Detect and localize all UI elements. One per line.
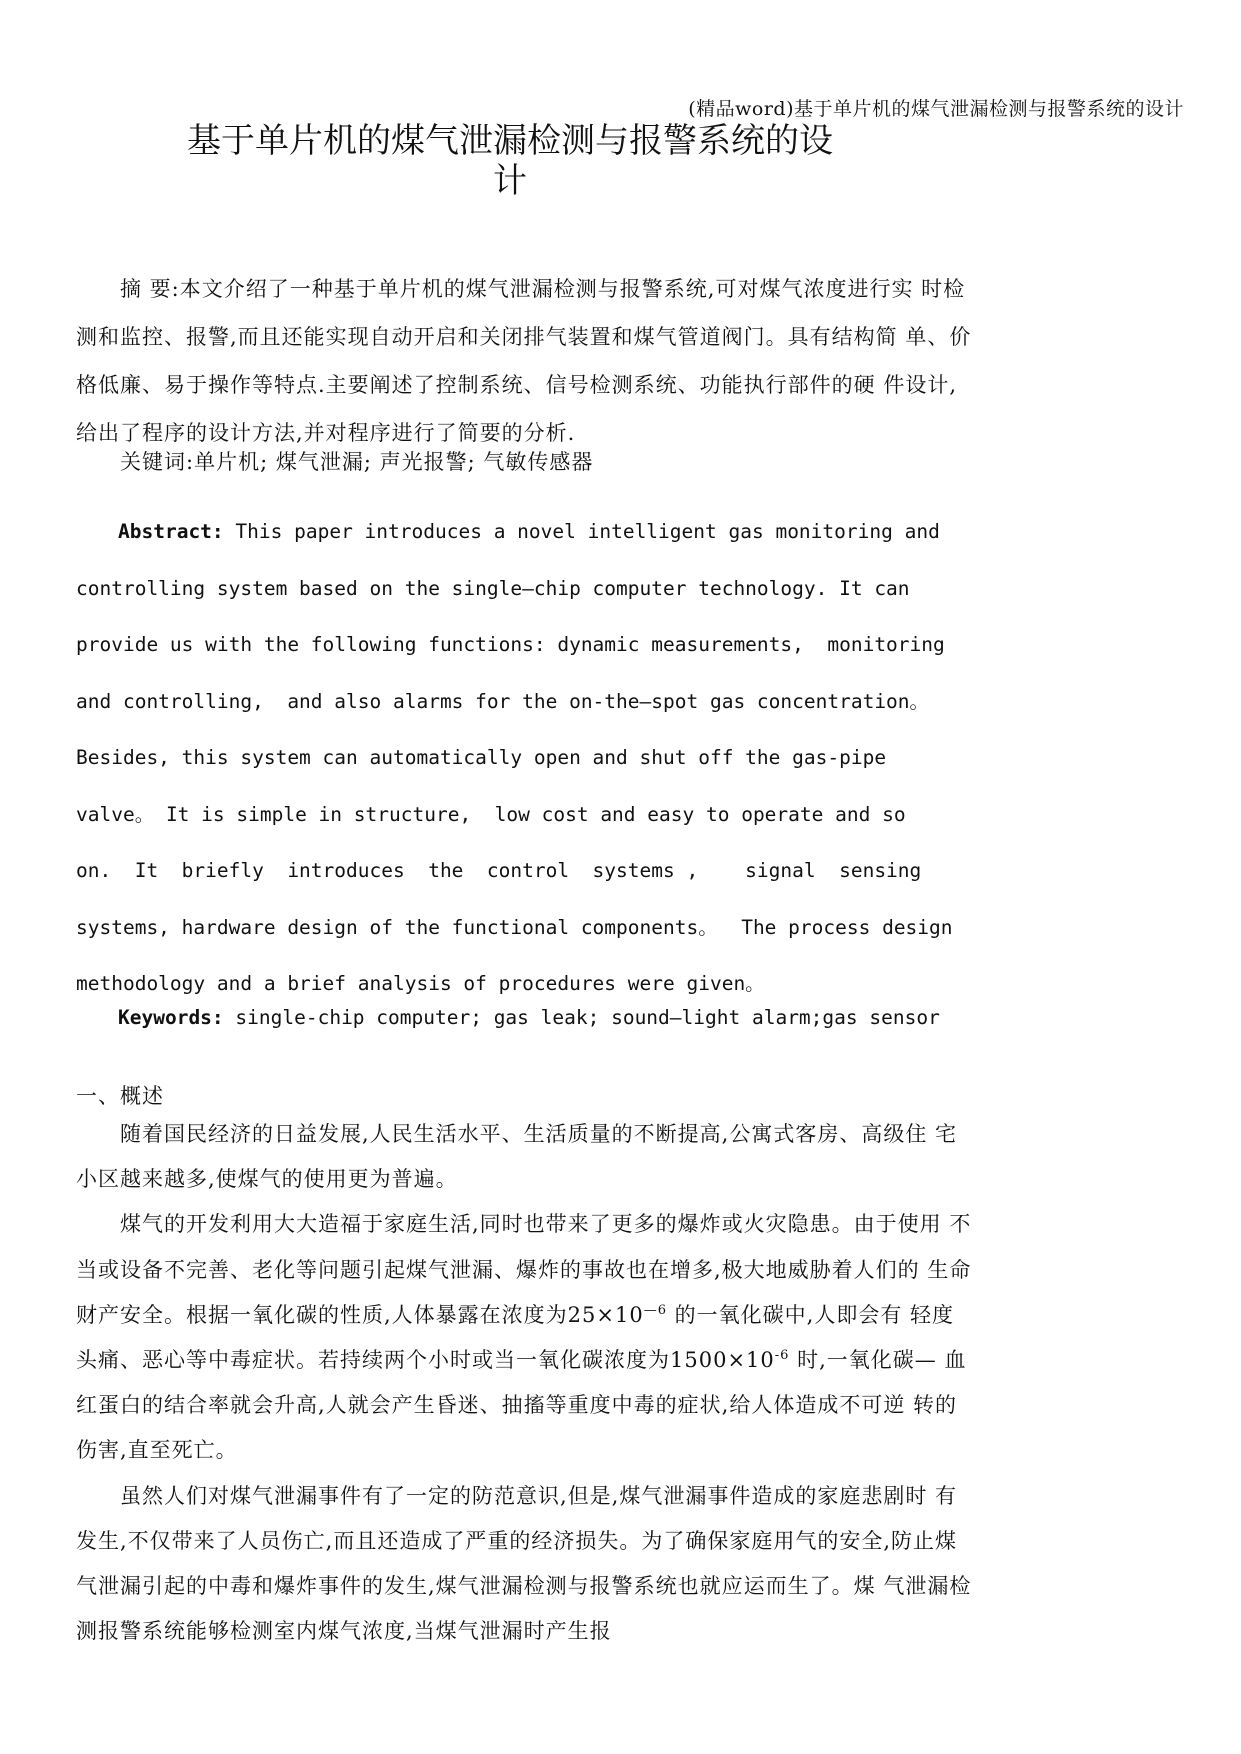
keywords-english-label: Keywords: (118, 1006, 224, 1029)
abstract-english-line: controlling system based on the single—chip computer technology. It can (76, 576, 910, 600)
abstract-english-line: methodology and a brief analysis of procedures were given。 (76, 972, 765, 995)
abstract-english-line: and controlling, and also alarms for the on-the—spot gas concentration。 (76, 689, 930, 713)
abstract-chinese-paragraph (76, 265, 976, 457)
abstract-chinese-label: 摘 要: (120, 277, 180, 301)
section-heading: 一、概述 (76, 1084, 164, 1108)
abstract-english-line: systems, hardware design of the functional components。 The process design (76, 915, 953, 939)
keywords-chinese-text: 单片机; 煤气泄漏; 声光报警; 气敏传感器 (194, 450, 594, 474)
section-body (76, 1112, 976, 1654)
keywords-english (118, 1003, 940, 1033)
abstract-english-line: Besides, this system can automatically open and shut off the gas-pipe (76, 746, 887, 769)
keywords-chinese-label: 关键词: (120, 450, 195, 474)
keywords-english-text: single-chip computer; gas leak; sound—light alarm;gas sensor (223, 1006, 940, 1029)
abstract-english-line: provide us with the following functions: dynamic measurements, monitoring (76, 633, 945, 656)
abstract-english-label: Abstract: (118, 520, 224, 543)
document-title (140, 121, 880, 201)
abstract-english-line: Abstract: This paper introduces a novel intelligent gas monitoring and (118, 520, 940, 543)
abstract-chinese-text: 本文介绍了一种基于单片机的煤气泄漏检测与报警系统,可对煤气浓度进行实 时检测和监控、报警,而且还能实现自动开启和关闭排气装置和煤气管道阀门。具有结构简 单、价格低廉、易于操作等特点.主要阐述了控制系统、信号检测系统、功能执行部件的硬 件设计,给出了程序的设计方法,并对程序进行了简要的分析. (76, 277, 972, 445)
abstract-chinese (76, 265, 976, 457)
body-paragraph-3: 虽然人们对煤气泄漏事件有了一定的防范意识,但是,煤气泄漏事件造成的家庭悲剧时 有发生,不仅带来了人员伤亡,而且还造成了严重的经济损失。为了确保家庭用气的安全,防止煤气泄漏引起的中毒和爆炸事件的发生,煤气泄漏检测与报警系统也就应运而生了。煤 气泄漏检测报警系统能够检测室内煤气浓度,当煤气泄漏时产生报 (76, 1483, 972, 1644)
title-line-1: 基于单片机的煤气泄漏检测与报警系统的设 (187, 121, 833, 161)
keywords-chinese (120, 447, 593, 477)
body-paragraph-2: 煤气的开发利用大大造福于家庭生活,同时也带来了更多的爆炸或火灾隐患。由于使用 不当或设备不完善、老化等问题引起煤气泄漏、爆炸的事故也在增多,极大地威胁着人们的 生命财产安全。根据一氧化碳的性质,人体暴露在浓度为$25\times 10^{—6}$ 的一氧化碳中,人即会有 轻度头痛、恶心等中毒症状。若持续两个小时或当一氧化碳浓度为$1500\times 10^{-6}$ 时,一氧化碳— 血红蛋白的结合率就会升高,人就会产生昏迷、抽搐等重度中毒的症状,给人体造成不可逆 转的伤害,直至死亡。 (76, 1212, 972, 1463)
abstract-english-line: on. It briefly introduces the control systems , signal sensing (76, 859, 922, 882)
running-header: (精品word)基于单片机的煤气泄漏检测与报警系统的设计 (688, 98, 1184, 120)
body-paragraph-1: 随着国民经济的日益发展,人民生活水平、生活质量的不断提高,公寓式客房、高级住 宅小区越来越多,使煤气的使用更为普遍。 (76, 1122, 958, 1192)
title-line-2: 计 (493, 161, 527, 201)
abstract-english (76, 504, 1036, 1013)
abstract-english-line: valve。 It is simple in structure, low cost and easy to operate and so (76, 802, 906, 826)
